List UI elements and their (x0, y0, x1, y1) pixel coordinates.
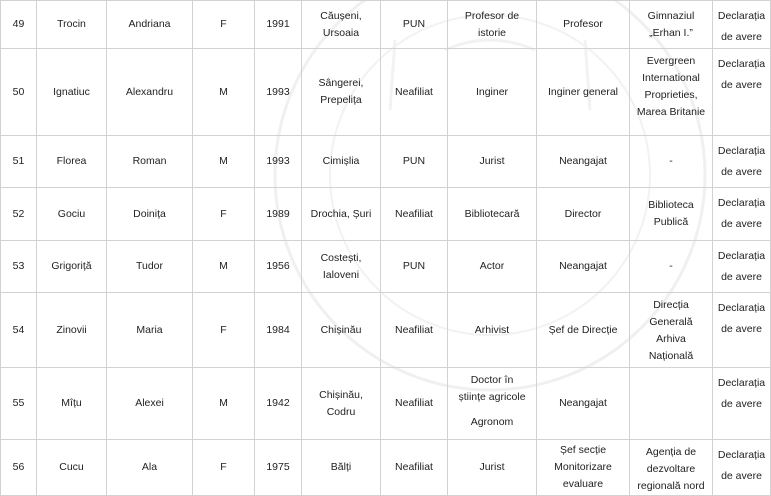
cell-line: Inginer general (547, 85, 619, 98)
cell-declaratie[interactable] (713, 440, 771, 496)
cell-line: Profesor (563, 18, 603, 30)
cell-nr: 56 (1, 440, 37, 496)
cell-declaratie[interactable] (713, 293, 771, 368)
cell-line: Ialoveni (322, 268, 360, 281)
cell-an-nastere: 1984 (255, 293, 302, 368)
table-row (1, 49, 771, 136)
cell-line: Publică (653, 216, 689, 228)
cell-declaratie[interactable] (713, 136, 771, 188)
cell-partid: Neafiliat (381, 368, 448, 440)
cell-loc-munca (630, 49, 713, 136)
cell-functie (537, 188, 630, 241)
cell-localitate (302, 293, 381, 368)
cell-loc-munca (630, 440, 713, 496)
cell-localitate (302, 49, 381, 136)
cell-partid: Neafiliat (381, 293, 448, 368)
cell-nr: 49 (1, 1, 37, 49)
cell-sex: F (193, 1, 255, 49)
cell-line: Proprieties, (644, 89, 698, 101)
cell-line: Șef secție (559, 444, 607, 456)
cell-line: Chișinău (320, 323, 362, 336)
declaration-link-text[interactable]: Declarația (717, 197, 766, 209)
cell-line: Neangajat (559, 397, 607, 409)
cell-an-nastere: 1991 (255, 1, 302, 49)
cell-line: Șef de Direcție (548, 323, 618, 336)
cell-line: Gimnaziul (647, 9, 695, 22)
cell-nr: 52 (1, 188, 37, 241)
cell-line: Jurist (479, 461, 505, 473)
declaration-link-text[interactable]: de avere (721, 470, 762, 482)
cell-nr: 51 (1, 136, 37, 188)
cell-functie (537, 241, 630, 293)
cell-line: Costești, (320, 251, 362, 264)
declaration-link-text[interactable]: Declarația (717, 449, 766, 461)
cell-prenume: Maria (107, 293, 193, 368)
cell-an-nastere: 1975 (255, 440, 302, 496)
cell-an-nastere: 1993 (255, 49, 302, 136)
cell-an-nastere: 1956 (255, 241, 302, 293)
cell-partid: PUN (381, 241, 448, 293)
declaration-link-text[interactable]: Declarația (717, 58, 766, 70)
cell-nume: Gociu (37, 188, 107, 241)
cell-nr: 53 (1, 241, 37, 293)
cell-functie (537, 1, 630, 49)
cell-declaratie[interactable] (713, 368, 771, 440)
cell-loc-munca (630, 1, 713, 49)
cell-localitate (302, 136, 381, 188)
table-row (1, 136, 771, 188)
cell-line: Agenția de (645, 446, 697, 458)
cell-line: Generală (649, 316, 693, 328)
table-row (1, 241, 771, 293)
cell-line: științe agricole (458, 391, 526, 403)
declaration-link-text[interactable]: de avere (721, 31, 762, 43)
cell-declaratie[interactable] (713, 49, 771, 136)
cell-ocupatie (448, 368, 537, 440)
cell-line: Arhiva (656, 333, 686, 345)
cell-localitate (302, 241, 381, 293)
cell-line: Prepelița (320, 94, 362, 106)
cell-line: Evergreen (646, 55, 696, 67)
declaration-link-text[interactable]: Declarația (717, 145, 766, 157)
cell-nume: Cucu (37, 440, 107, 496)
cell-line: Agronom (470, 416, 514, 428)
declaration-link-text[interactable]: Declarația (717, 302, 766, 314)
cell-sex: F (193, 293, 255, 368)
cell-line: Codru (326, 405, 356, 418)
cell-ocupatie (448, 440, 537, 496)
declaration-link-text[interactable]: de avere (721, 398, 762, 410)
cell-ocupatie (448, 188, 537, 241)
cell-line: Bibliotecară (464, 207, 520, 220)
cell-localitate (302, 1, 381, 49)
table-row (1, 1, 771, 49)
cell-line: Ursoaia (322, 26, 360, 39)
cell-localitate (302, 188, 381, 241)
cell-functie (537, 440, 630, 496)
cell-line: International (642, 72, 700, 84)
cell-prenume: Ala (107, 440, 193, 496)
cell-line: Chișinău, (319, 388, 363, 401)
cell-partid: PUN (381, 136, 448, 188)
cell-sex: M (193, 368, 255, 440)
cell-ocupatie (448, 49, 537, 136)
cell-line: dezvoltare (646, 463, 696, 475)
declaration-link-text[interactable]: de avere (721, 271, 762, 283)
cell-line: Arhivist (474, 323, 510, 336)
cell-prenume: Alexei (107, 368, 193, 440)
table-row (1, 188, 771, 241)
cell-line: Cimișlia (322, 155, 360, 167)
cell-line: evaluare (562, 478, 604, 490)
cell-line: regională nord (637, 480, 705, 492)
cell-partid: Neafiliat (381, 188, 448, 241)
cell-declaratie[interactable] (713, 241, 771, 293)
cell-line: Neangajat (559, 155, 607, 167)
cell-line: istorie (477, 26, 506, 39)
declaration-link-text[interactable]: de avere (721, 79, 762, 91)
cell-line: Monitorizare (554, 461, 612, 473)
table-row (1, 293, 771, 368)
declaration-link-text[interactable]: Declarația (717, 250, 766, 262)
declaration-link-text[interactable]: Declarația (717, 10, 766, 22)
cell-functie (537, 293, 630, 368)
cell-functie (537, 368, 630, 440)
declaration-link-text[interactable]: de avere (721, 166, 762, 178)
cell-localitate (302, 440, 381, 496)
declaration-link-text[interactable]: de avere (721, 218, 762, 230)
cell-line: Jurist (479, 155, 505, 167)
cell-sex: M (193, 49, 255, 136)
cell-line: Doctor în (470, 374, 514, 386)
cell-line: - (669, 260, 673, 272)
cell-declaratie[interactable] (713, 188, 771, 241)
cell-partid: Neafiliat (381, 49, 448, 136)
cell-line: Neangajat (559, 260, 607, 272)
cell-line (452, 406, 532, 414)
cell-partid: PUN (381, 1, 448, 49)
cell-loc-munca (630, 241, 713, 293)
cell-loc-munca (630, 188, 713, 241)
cell-line: Profesor de (464, 9, 520, 22)
cell-partid: Neafiliat (381, 440, 448, 496)
cell-sex: M (193, 136, 255, 188)
cell-functie (537, 49, 630, 136)
cell-line: Inginer (475, 85, 509, 98)
cell-line: Direcția (653, 299, 689, 311)
cell-nr: 54 (1, 293, 37, 368)
cell-nr: 55 (1, 368, 37, 440)
cell-ocupatie (448, 136, 537, 188)
cell-line: Actor (479, 260, 505, 272)
cell-line: „Erhan I.” (649, 26, 693, 39)
cell-line: Națională (648, 350, 694, 362)
cell-nume: Mîțu (37, 368, 107, 440)
cell-line: Marea Britanie (636, 106, 706, 118)
cell-declaratie[interactable] (713, 1, 771, 49)
cell-nume: Trocin (37, 1, 107, 49)
cell-ocupatie (448, 293, 537, 368)
cell-line: Director (564, 207, 602, 220)
cell-line: Sângerei, (318, 77, 364, 89)
declaration-link-text[interactable]: Declarația (717, 377, 766, 389)
cell-prenume: Tudor (107, 241, 193, 293)
cell-an-nastere: 1989 (255, 188, 302, 241)
cell-prenume: Doinița (107, 188, 193, 241)
cell-prenume: Roman (107, 136, 193, 188)
cell-ocupatie (448, 241, 537, 293)
cell-localitate (302, 368, 381, 440)
cell-loc-munca (630, 368, 713, 440)
cell-functie (537, 136, 630, 188)
cell-nume: Florea (37, 136, 107, 188)
table-row (1, 368, 771, 440)
cell-sex: M (193, 241, 255, 293)
cell-prenume: Andriana (107, 1, 193, 49)
cell-nr: 50 (1, 49, 37, 136)
cell-loc-munca (630, 136, 713, 188)
cell-sex: F (193, 440, 255, 496)
cell-line: Căușeni, (320, 9, 362, 22)
cell-sex: F (193, 188, 255, 241)
cell-an-nastere: 1942 (255, 368, 302, 440)
cell-line: Bălți (330, 461, 352, 473)
table-row (1, 440, 771, 496)
cell-line: Drochia, Șuri (310, 207, 372, 220)
cell-nume: Ignatiuc (37, 49, 107, 136)
declaration-link-text[interactable]: de avere (721, 323, 762, 335)
cell-ocupatie (448, 1, 537, 49)
cell-nume: Zinovii (37, 293, 107, 368)
cell-nume: Grigoriță (37, 241, 107, 293)
cell-an-nastere: 1993 (255, 136, 302, 188)
cell-line: - (669, 155, 673, 167)
cell-loc-munca (630, 293, 713, 368)
cell-prenume: Alexandru (107, 49, 193, 136)
cell-line: Biblioteca (648, 199, 694, 211)
